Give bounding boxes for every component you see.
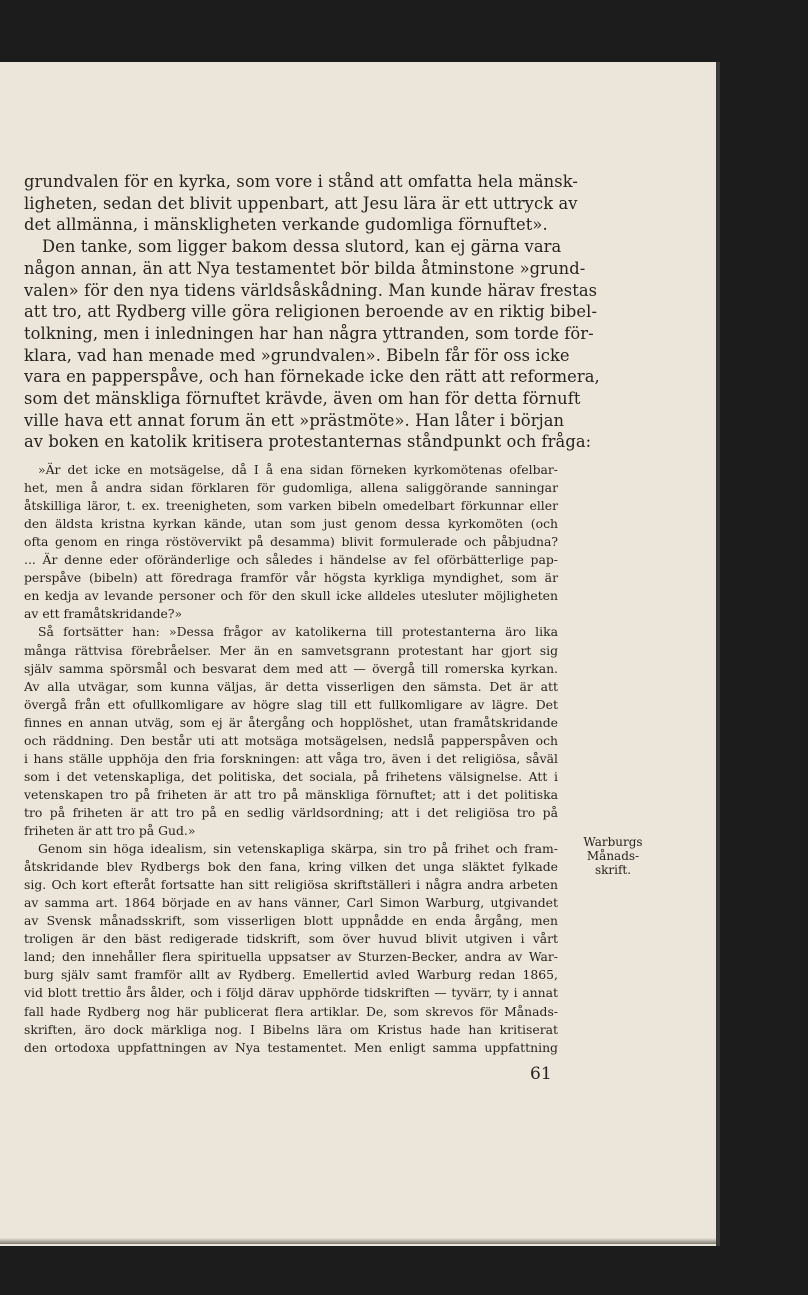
text-line: friheten är att tro på Gud.» xyxy=(24,823,196,838)
text-line: av boken en katolik kritisera protestanternas ståndpunkt och fråga: xyxy=(24,432,592,452)
text-line: den ortodoxa uppfattningen av Nya testamentet. Men enligt samma uppfattning xyxy=(24,1039,558,1055)
text-line: vara en papperspåve, och han förnekade icke den rätt att reformera, xyxy=(24,367,600,387)
text-line: burg själv samt framför allt av Rydberg. Emellertid avled Warburg redan 1865, xyxy=(24,967,558,983)
text-line: själv samma spörsmål och besvarat dem med att — övergå till romerska kyrkan. xyxy=(24,660,558,676)
text-line: att tro, att Rydberg ville göra religionen beroende av en riktig bibel- xyxy=(24,302,598,322)
text-line: »Är det icke en motsägelse, då I å ena sidan förneken kyrkomötenas ofelbar- xyxy=(38,462,558,477)
margin-note-line: Warburgs xyxy=(583,835,643,849)
text-line: finnes en annan utväg, som ej är återgång och hopplöshet, utan framåtskridande xyxy=(24,714,558,730)
text-line: av Svensk månadsskrift, som visserligen blott uppnådde en enda årgång, men xyxy=(24,913,558,929)
text-line: övergå från ett ofullkomligare av högre slag till ett fullkomligare av lägre. Det xyxy=(24,696,558,712)
text-line: valen» för den nya tidens världsåskådning. Man kunde härav frestas xyxy=(24,280,598,300)
margin-note xyxy=(568,835,658,877)
text-line: av ett framåtskridande?» xyxy=(24,606,183,622)
margin-note-line: Månads- xyxy=(586,849,640,863)
text-line: som det mänskliga förnuftet krävde, även om han för detta förnuft xyxy=(24,389,581,408)
text-line: sig. Och kort efteråt fortsatte han sitt religiösa skriftställeri i några andra arbeten xyxy=(24,877,558,893)
text-line: Den tanke, som ligger bakom dessa slutord, kan ej gärna vara xyxy=(42,237,562,257)
text-line: perspåve (bibeln) att föredraga framför vår högsta kyrkliga myndighet, som är xyxy=(24,570,558,586)
margin-note-line: skrift. xyxy=(594,863,632,877)
text-line: många rättvisa förebråelser. Mer än en samvetsgrann protestant har gjort sig xyxy=(24,642,558,658)
text-line: land; den innehåller flera spirituella uppsatser av Sturzen-Becker, andra av War- xyxy=(24,949,558,965)
text-line: och räddning. Den består uti att motsäga motsägelsen, nedslå papperspåven och xyxy=(24,732,558,748)
text-line: åtskilliga läror, t. ex. treenigheten, som varken bibeln omedelbart förkunnar eller xyxy=(24,498,558,514)
text-line: ligheten, sedan det blivit uppenbart, att Jesu lära är ett uttryck av xyxy=(24,193,578,213)
text-line: fall hade Rydberg nog här publicerat flera artiklar. De, som skrevos för Månads- xyxy=(24,1003,558,1019)
text-line: vid blott trettio års ålder, och i följd därav upphörde tidskriften — tyvärr, ty i annat xyxy=(24,985,558,1001)
text-line: ofta genom en ringa röstövervikt på desamma) blivit formulerade och påbjudna? xyxy=(24,534,558,550)
text-line: skriften, äro dock märkliga nog. I Bibelns lära om Kristus hade han kritiserat xyxy=(24,1021,558,1037)
text-line: troligen är den bäst redigerade tidskrift, som över huvud blivit utgiven i vårt xyxy=(24,931,558,947)
text-line: det allmänna, i mänskligheten verkande gudomliga förnuftet». xyxy=(24,215,548,235)
text-line: klara, vad han menade med »grundvalen». Bibeln får för oss icke xyxy=(24,345,570,365)
text-line: Så fortsätter han: »Dessa frågor av katolikerna till protestanterna äro lika xyxy=(38,624,558,640)
text-line: i hans ställe upphöja den fria forskningen: att våga tro, även i det religiösa, såväl xyxy=(24,750,558,766)
text-line: Av alla utvägar, som kunna väljas, är detta visserligen den sämsta. Det är att xyxy=(24,678,558,694)
text-line: Genom sin höga idealism, sin vetenskapliga skärpa, sin tro på frihet och fram- xyxy=(38,841,558,857)
text-line: grundvalen för en kyrka, som vore i stånd att omfatta hela mänsk- xyxy=(24,172,578,191)
text-line: av samma art. 1864 började en av hans vänner, Carl Simon Warburg, utgivandet xyxy=(24,895,558,911)
page-number: 61 xyxy=(530,1064,552,1084)
text-line: tro på friheten är att tro på en sedlig världsordning; att i det religiösa tro på xyxy=(24,804,558,820)
text-line: den äldsta kristna kyrkan kände, utan som just genom dessa kyrkomöten (och xyxy=(24,516,558,532)
text-line: tolkning, men i inledningen har han några yttranden, som torde för- xyxy=(24,323,594,343)
page-edge xyxy=(716,62,720,1246)
text-line: ville hava ett annat forum än ett »prästmöte». Han låter i början xyxy=(24,410,565,430)
text-line: het, men å andra sidan förklaren för gudomliga, allena saliggörande sanningar xyxy=(24,480,558,496)
text-line: som i det vetenskapliga, det politiska, det sociala, på frihetens välsignelse. Att i xyxy=(24,768,558,784)
text-line: ... Är denne eder oföränderlige och således i händelse av fel oförbätterlige pap- xyxy=(24,552,558,568)
text-line: någon annan, än att Nya testamentet bör bilda åtminstone »grund- xyxy=(24,258,586,278)
text-line: en kedja av levande personer och för den skull icke alldeles utesluter möjligheten xyxy=(24,588,558,604)
page-bottom-shadow xyxy=(0,1238,716,1244)
text-line: vetenskapen tro på friheten är att tro på mänskliga förnuftet; att i det politiska xyxy=(24,786,558,802)
text-line: åtskridande blev Rydbergs bok den fana, kring vilken det unga släktet fylkade xyxy=(24,859,558,875)
